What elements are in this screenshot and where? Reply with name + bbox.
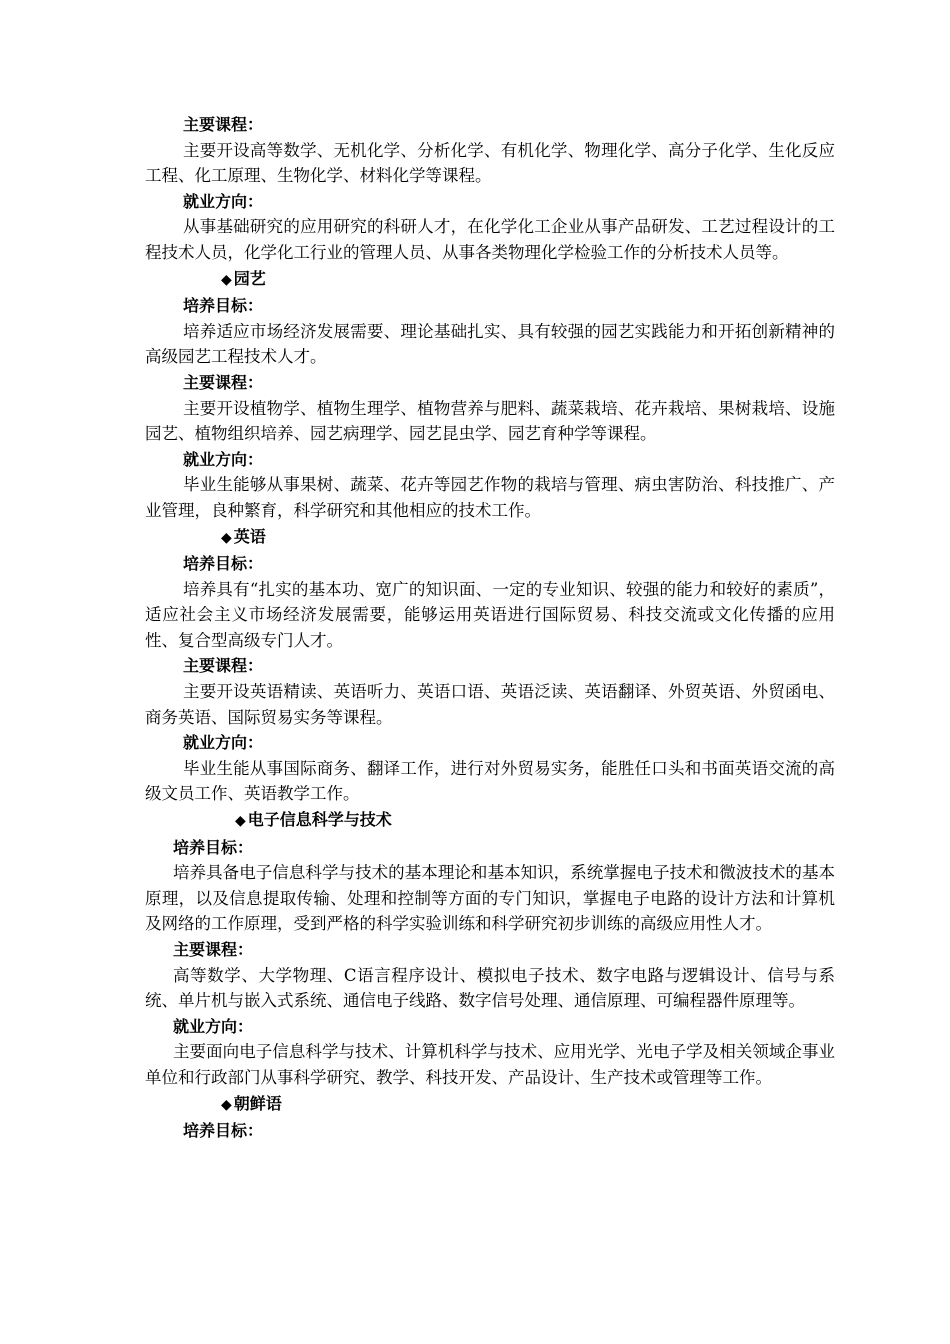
major-title-english	[145, 524, 835, 552]
diamond-bullet-icon: ◆	[221, 1096, 232, 1113]
jobs-text: 毕业生能从事国际商务、翻译工作，进行对外贸易实务，能胜任口头和书面英语交流的高级文员工作、英语教学工作。	[145, 758, 835, 804]
course-list-text: 主要开设植物学、植物生理学、植物营养与肥料、蔬菜栽培、花卉栽培、果树栽培、设施园艺、植物组织培养、园艺病理学、园艺昆虫学、园艺育种学等课程。	[145, 398, 835, 444]
jobs-text: 毕业生能够从事果树、蔬菜、花卉等园艺作物的栽培与管理、病虫害防治、科技推广、产业管理，良种繁育，科学研究和其他相应的技术工作。	[145, 475, 835, 520]
jobs-text: 主要面向电子信息科学与技术、计算机科学与技术、应用光学、光电子学及相关领域企事业单位和行政部门从事科学研究、教学、科技开发、产品设计、生产技术或管理等工作。	[145, 1042, 835, 1087]
course-list-text: 主要开设高等数学、无机化学、分析化学、有机化学、物理化学、高分子化学、生化反应工程、化工原理、生物化学、材料化学等课程。	[145, 140, 835, 186]
diamond-bullet-icon: ◆	[235, 813, 246, 830]
major-title-horticulture	[145, 266, 835, 294]
document-page	[145, 112, 835, 1144]
diamond-bullet-icon: ◆	[221, 271, 232, 288]
major-title-korean	[145, 1091, 835, 1119]
section-heading-jobs: 就业方向：	[183, 449, 264, 469]
major-title-electronic-information	[145, 807, 835, 835]
major-title-text: 园艺	[233, 268, 266, 288]
course-list-text: 主要开设英语精读、英语听力、英语口语、英语泛读、英语翻译、外贸英语、外贸函电、商务英语、国际贸易实务等课程。	[145, 682, 835, 727]
section-heading-courses: 主要课程：	[183, 115, 264, 134]
section-heading-jobs: 就业方向：	[183, 733, 264, 753]
diamond-bullet-icon: ◆	[221, 529, 232, 546]
section-heading-jobs: 就业方向：	[183, 191, 264, 211]
course-list-text: 高等数学、大学物理、C语言程序设计、模拟电子技术、数字电路与逻辑设计、信号与系统、单片机与嵌入式系统、通信电子线路、数字信号处理、通信原理、可编程器件原理等。	[145, 965, 835, 1011]
goal-text: 培养具备电子信息科学与技术的基本理论和基本知识，系统掌握电子技术和微波技术的基本原理，以及信息提取传输、处理和控制等方面的专门知识，掌握电子电路的设计方法和计算机及网络的工作原理，受到严格的科学实验训练和科学研究初步训练的高级应用性人才。	[145, 863, 835, 934]
major-title-text: 朝鲜语	[233, 1093, 282, 1113]
section-heading-goal: 培养目标：	[183, 554, 264, 574]
major-title-text: 英语	[233, 526, 266, 546]
section-heading-courses: 主要课程：	[183, 372, 264, 392]
section-heading-goal: 培养目标：	[183, 1121, 264, 1141]
section-heading-goal: 培养目标：	[173, 837, 254, 857]
jobs-text: 从事基础研究的应用研究的科研人才，在化学化工企业从事产品研发、工艺过程设计的工程技术人员，化学化工行业的管理人员、从事各类物理化学检验工作的分析技术人员等。	[145, 217, 835, 262]
section-heading-jobs: 就业方向：	[173, 1016, 254, 1036]
section-heading-goal: 培养目标：	[183, 296, 264, 316]
goal-text: 培养具有“扎实的基本功、宽广的知识面、一定的专业知识、较强的能力和较好的素质”，适应社会主义市场经济发展需要，能够运用英语进行国际贸易、科技交流或文化传播的应用性、复合型高级专门人才。	[145, 579, 835, 650]
goal-text: 培养适应市场经济发展需要、理论基础扎实、具有较强的园艺实践能力和开拓创新精神的高级园艺工程技术人才。	[145, 321, 835, 367]
major-title-text: 电子信息科学与技术	[247, 810, 392, 830]
section-heading-courses: 主要课程：	[173, 940, 254, 959]
section-heading-courses: 主要课程：	[183, 656, 264, 676]
